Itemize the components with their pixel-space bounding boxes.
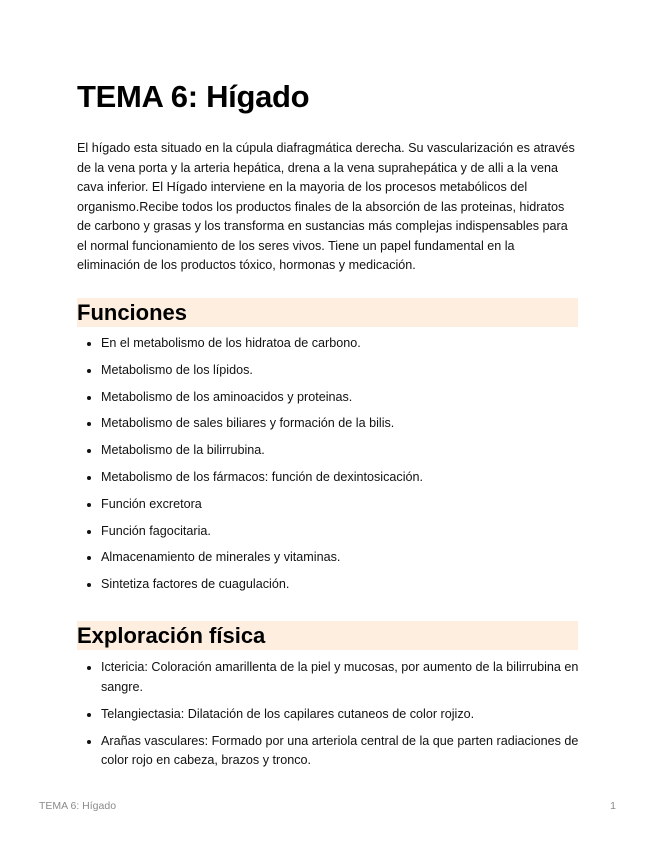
list-item: Metabolismo de los lípidos.	[77, 361, 582, 381]
page-title: TEMA 6: Hígado	[77, 79, 310, 114]
list-item: Telangiectasia: Dilatación de los capilares cutaneos de color rojizo.	[77, 705, 582, 725]
list-item: Función excretora	[77, 495, 582, 515]
list-item: En el metabolismo de los hidratoa de carbono.	[77, 334, 582, 354]
section-heading-label: Funciones	[77, 300, 188, 325]
list-item: Arañas vasculares: Formado por una arteriola central de la que parten radiaciones de color rojo en cabeza, brazos y tronco.	[77, 732, 582, 771]
intro-paragraph: El hígado esta situado en la cúpula diafragmática derecha. Su vascularización es através de la vena porta y la arteria hepática, drena a la vena suprahepática y de alli a la vena cava inferior. El Hígado interviene en la mayoria de los procesos metabólicos del organismo.Recibe todos los productos finales de la absorción de las proteinas, hidratos de carbono y grasas y los transforma en sustancias más complejas indispensables para el normal funcionamiento de los seres vivos. Tiene un papel fundamental en la eliminación de los productos tóxico, hormonas y medicación.	[77, 141, 575, 272]
list-item: Almacenamiento de minerales y vitaminas.	[77, 548, 582, 568]
list-item: Ictericia: Coloración amarillenta de la piel y mucosas, por aumento de la bilirrubina en sangre.	[77, 658, 582, 697]
list-item: Sintetiza factores de cuagulación.	[77, 575, 582, 595]
list-item: Metabolismo de sales biliares y formación de la bilis.	[77, 414, 582, 434]
section-heading-exploracion	[77, 621, 578, 650]
list-item: Metabolismo de los aminoacidos y proteinas.	[77, 388, 582, 408]
funciones-list	[77, 334, 582, 602]
footer-title: TEMA 6: Hígado	[39, 800, 117, 812]
exploracion-list	[77, 658, 582, 778]
page-number: 1	[610, 800, 616, 812]
list-item: Metabolismo de la bilirrubina.	[77, 441, 582, 461]
section-heading-label: Exploración física	[77, 623, 266, 648]
list-item: Metabolismo de los fármacos: función de dexintosicación.	[77, 468, 582, 488]
section-heading-funciones	[77, 298, 578, 327]
list-item: Función fagocitaria.	[77, 522, 582, 542]
